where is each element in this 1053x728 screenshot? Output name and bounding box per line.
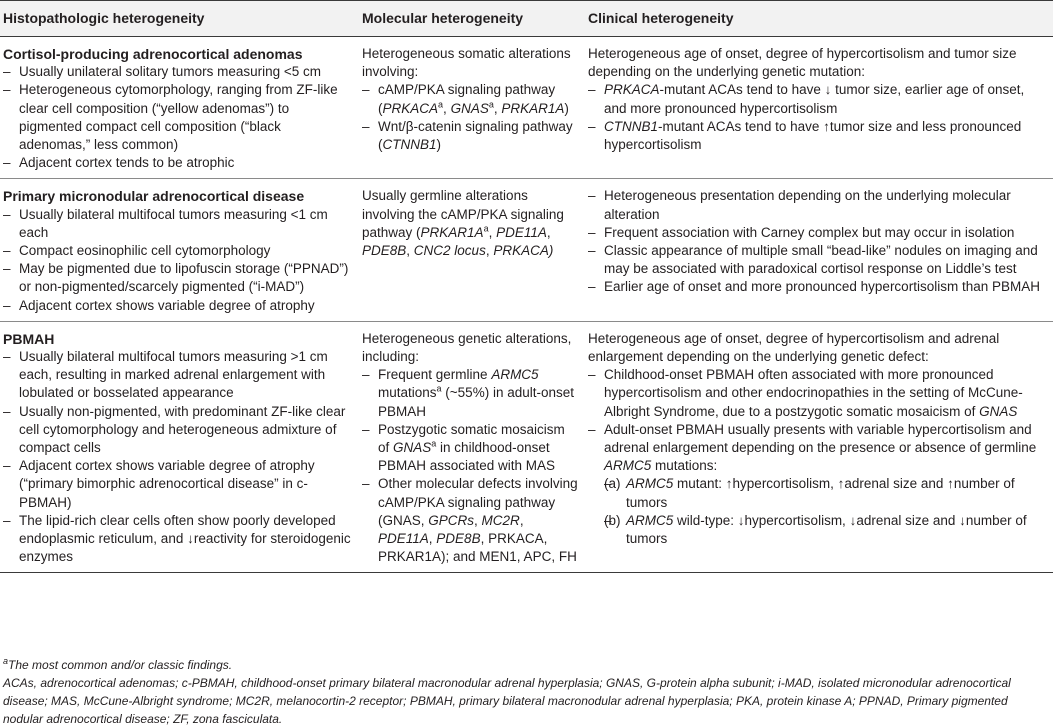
list-item: – Other molecular defects involving cAMP/PKA signaling pathway (GNAS, GPCRs, MC2R, PDE11A, PDE8B, PRKACA, PRKAR1A); and MEN1, APC, FH xyxy=(362,475,579,566)
row-title: Cortisol-producing adrenocortical adenomas xyxy=(3,46,303,62)
list-item xyxy=(604,475,1047,511)
cell-clinical xyxy=(585,179,1053,321)
gene: CNC2 locus xyxy=(413,243,486,259)
list-item xyxy=(362,421,579,476)
gene: ARMC5 xyxy=(491,367,539,383)
list-item: – The lipid-rich clear cells often show poorly developed endoplasmic reticulum, and ↓reactivity for steroidogenic enzymes xyxy=(3,512,353,567)
cell-histo xyxy=(0,179,359,321)
footnote-a xyxy=(3,656,1048,674)
header-clinical: Clinical heterogeneity xyxy=(585,1,1053,37)
text: Wnt/β-catenin signaling pathway ( xyxy=(378,118,573,153)
footnote-mark: a xyxy=(436,383,442,394)
footnote-mark: a xyxy=(431,438,437,449)
gene: MC2R xyxy=(481,512,520,528)
clin-intro: Heterogeneous age of onset, degree of hypercortisolism and adrenal enlargement depending on the underlying genetic defect: xyxy=(588,330,1000,365)
cell-clinical xyxy=(585,37,1053,179)
mol-list xyxy=(362,366,579,566)
text: Usually germline alterations involving the cAMP/PKA signaling pathway ( xyxy=(362,188,564,240)
gene: ARMC5 xyxy=(626,476,674,492)
list-item: – Usually bilateral multifocal tumors measuring <1 cm each xyxy=(3,206,353,242)
list-item: – cAMP/PKA signaling pathway (PRKACA$^a$, GNAS$^a$, PRKAR1A) xyxy=(362,81,579,117)
histo-list xyxy=(3,348,353,566)
header-histopathologic: Histopathologic heterogeneity xyxy=(0,1,359,37)
cell-histo xyxy=(0,321,359,573)
footnote-mark: a xyxy=(438,99,444,110)
list-item: – Heterogeneous cytomorphology, ranging from ZF-like clear cell composition (“yellow adenomas”) to pigmented compact cell composition (“black adenomas,” less common) xyxy=(3,81,353,154)
cell-histo xyxy=(0,37,359,179)
cell-molecular xyxy=(359,321,585,573)
list-item xyxy=(588,81,1047,117)
clin-list xyxy=(588,366,1047,548)
header-molecular: Molecular heterogeneity xyxy=(359,1,585,37)
footnote-mark: a xyxy=(488,99,494,110)
list-item xyxy=(588,421,1047,548)
histo-list xyxy=(3,206,353,315)
text: PRKACA, PRKAR1A); and MEN1, APC, FH xyxy=(378,531,577,565)
gene: CTNNB1 xyxy=(604,118,659,134)
list-item: – Adjacent cortex shows variable degree of atrophy xyxy=(3,297,353,315)
list-item: – Wnt/β-catenin signaling pathway (CTNNB1) xyxy=(362,118,579,154)
clin-list xyxy=(588,187,1047,296)
gene: CTNNB1 xyxy=(382,137,437,153)
gene: ARMC5 xyxy=(626,512,674,528)
text: mutations: xyxy=(651,458,718,474)
text: Adult-onset PBMAH usually presents with variable hypercortisolism and adrenal enlargement depending on the presence or absence of germline xyxy=(604,421,1037,456)
text: Childhood-onset PBMAH often associated with more pronounced hypercortisolism and other endocrinopathies in the setting of McCune-Albright Syndrome, due to a postzygotic somatic mosaicism of xyxy=(604,367,1023,419)
list-item: – May be pigmented due to lipofuscin storage (“PPNAD”) or non-pigmented/scarcely pigmented (“i-MAD”) xyxy=(3,260,353,296)
gene: PDE11A xyxy=(496,224,547,240)
mol-list xyxy=(362,81,579,154)
gene: GNAS xyxy=(979,403,1018,419)
gene: GNAS xyxy=(450,100,489,116)
table-row xyxy=(0,179,1053,321)
list-item: – Heterogeneous presentation depending on the underlying molecular alteration xyxy=(588,187,1047,223)
header-row xyxy=(0,1,1053,37)
text: Postzygotic somatic mosaicism of xyxy=(378,421,565,456)
clin-list xyxy=(588,81,1047,154)
item-marker: – (b) xyxy=(604,512,621,528)
text: mutant: ↑hypercortisolism, ↑adrenal size and ↑number of tumors xyxy=(626,476,1015,510)
text: in childhood-onset PBMAH associated with MAS xyxy=(378,440,556,474)
mol-intro: Heterogeneous genetic alterations, including: xyxy=(362,330,572,365)
list-item: – Classic appearance of multiple small “bead-like” nodules on imaging and may be associated with paradoxical cortisol response on Liddle’s test xyxy=(588,242,1047,278)
footnote-mark: a xyxy=(3,656,9,666)
list-item xyxy=(362,366,579,421)
cell-molecular xyxy=(359,179,585,321)
text: cAMP/PKA signaling pathway ( xyxy=(378,82,556,116)
gene: PDE8B xyxy=(436,531,481,547)
list-item: – Earlier age of onset and more pronounced hypercortisolism than PBMAH xyxy=(588,278,1047,296)
list-item xyxy=(588,366,1047,421)
text: mutations xyxy=(378,385,437,401)
text: -mutant ACAs tend to have ↓ tumor size, earlier age of onset, and more pronounced hypercortisolism xyxy=(604,82,1025,116)
list-item xyxy=(588,118,1047,154)
table-row xyxy=(0,321,1053,573)
footnote-text: The most common and/or classic findings. xyxy=(8,658,233,672)
table-row xyxy=(0,37,1053,179)
row-title: PBMAH xyxy=(3,330,55,347)
list-item: – Adjacent cortex tends to be atrophic xyxy=(3,154,353,172)
text: -mutant ACAs tend to have ↑tumor size and less pronounced hypercortisolism xyxy=(604,118,1022,153)
mol-text: Usually germline alterations involving the cAMP/PKA signaling pathway ($PRKAR1A^a$, PDE11A, PDE8B, CNC2 locus, PRKACA) xyxy=(362,188,564,259)
text: Frequent germline xyxy=(378,367,492,383)
list-item: – Usually unilateral solitary tumors measuring <5 cm xyxy=(3,63,353,81)
gene: PRKACA xyxy=(604,82,660,98)
abbreviations: ACAs, adrenocortical adenomas; c-PBMAH, childhood-onset primary bilateral macronodular adrenal hyperplasia; GNAS, G-protein alpha subunit; i-MAD, isolated micronodular adrenocortical disease; MAS, McCune-Albright syndrome; MC2R, melanocortin-2 receptor; PBMAH, primary bilateral macronodular adrenal hyperplasia; PKA, protein kinase A; PPNAD, Primary pigmented nodular adrenocortical disease; ZF, zona fasciculata. xyxy=(3,676,1011,726)
sub-list xyxy=(604,475,1047,548)
gene: PDE11A xyxy=(378,531,429,547)
cell-molecular xyxy=(359,37,585,179)
list-item: – Usually bilateral multifocal tumors measuring >1 cm each, resulting in marked adrenal enlargement with lobulated or bosselated appearance xyxy=(3,348,353,403)
list-item: – Adjacent cortex shows variable degree of atrophy (“primary bimorphic adrenocortical disease” in c-PBMAH) xyxy=(3,457,353,512)
gene: PRKAR1A xyxy=(501,100,565,116)
table-footnotes xyxy=(3,656,1048,728)
list-item: – Usually non-pigmented, with predominant ZF-like clear cell cytomorphology and heterogeneous admixture of compact cells xyxy=(3,403,353,458)
gene: PRKACA xyxy=(493,243,549,259)
mol-intro: Heterogeneous somatic alterations involving: xyxy=(362,46,571,80)
gene: ARMC5 xyxy=(604,458,652,474)
list-item xyxy=(604,512,1047,548)
text: (~55%) in adult-onset PBMAH xyxy=(378,385,574,419)
text: Other molecular defects involving cAMP/PKA signaling pathway (GNAS, xyxy=(378,476,578,528)
cell-clinical xyxy=(585,321,1053,573)
gene: GPCRs xyxy=(428,512,475,528)
list-item: – Frequent association with Carney complex but may occur in isolation xyxy=(588,224,1047,242)
gene: PDE8B xyxy=(362,243,407,259)
footnote-mark: a xyxy=(483,223,489,234)
list-item: – Compact eosinophilic cell cytomorphology xyxy=(3,242,353,260)
text: wild-type: ↓hypercortisolism, ↓adrenal size and ↓number of tumors xyxy=(626,512,1027,547)
gene: PRKACA xyxy=(382,100,439,116)
clin-intro: Heterogeneous age of onset, degree of hypercortisolism and tumor size depending on the underlying genetic mutation: xyxy=(588,46,1017,80)
gene: PRKAR1A xyxy=(420,224,484,240)
histo-list xyxy=(3,63,353,172)
row-title: Primary micronodular adrenocortical disease xyxy=(3,188,305,205)
item-marker: – (a) xyxy=(604,476,621,492)
gene: GNAS xyxy=(393,440,432,456)
